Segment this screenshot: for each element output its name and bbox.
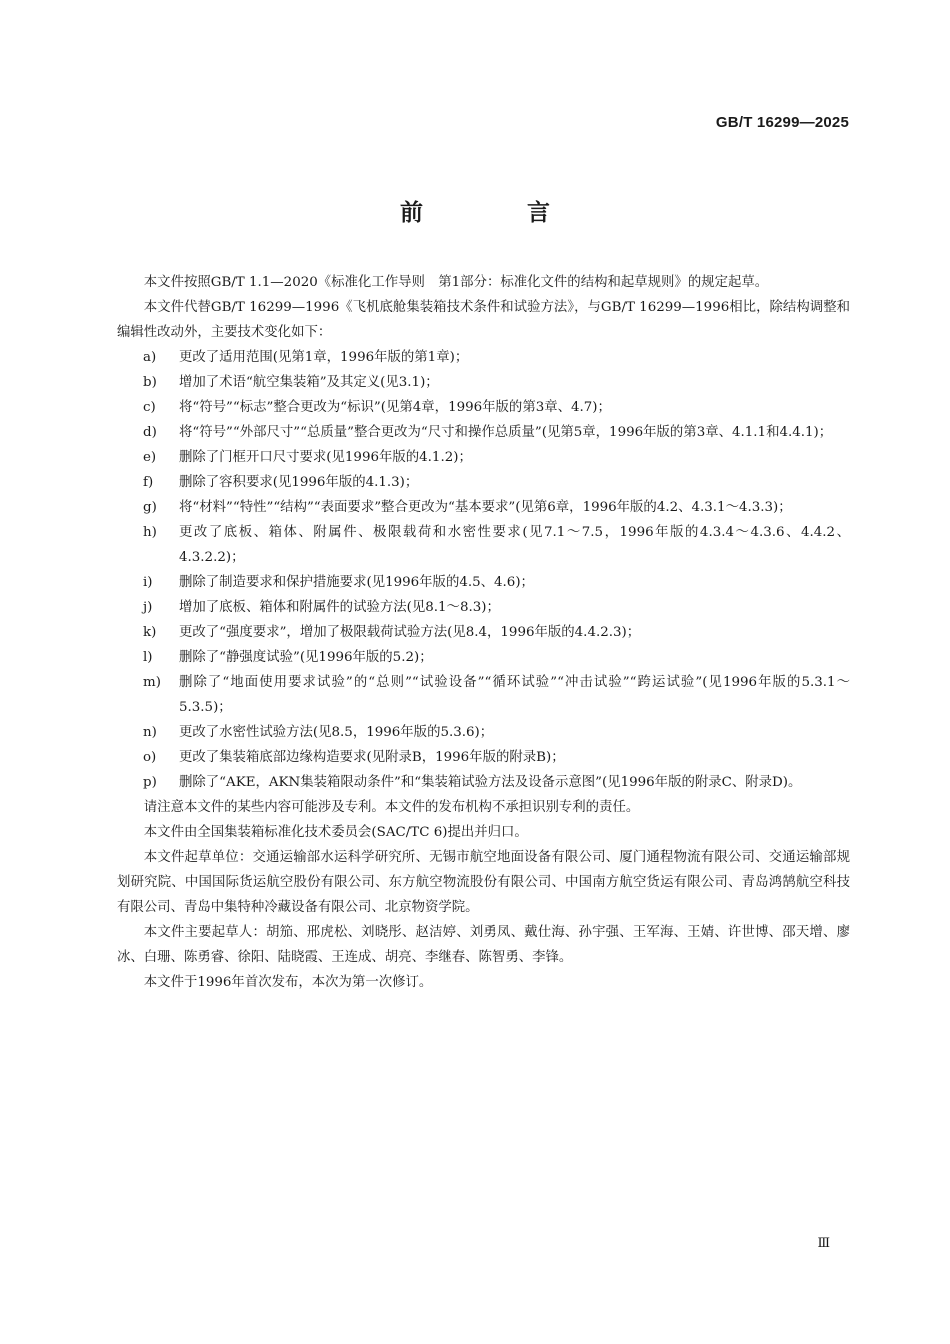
list-marker: h) bbox=[143, 525, 157, 540]
list-item bbox=[143, 745, 850, 770]
list-item-text: 增加了底板、箱体和附属件的试验方法(见8.1～8.3)； bbox=[179, 600, 500, 615]
list-marker: o) bbox=[143, 750, 157, 765]
list-marker: a) bbox=[143, 350, 157, 365]
list-marker: j) bbox=[143, 600, 153, 615]
drafters-paragraph: 本文件主要起草人：胡笳、邢虎松、刘晓彤、赵洁婷、刘勇凤、戴仕海、孙宇强、王军海、王婧、许世博、邵天增、廖冰、白珊、陈勇睿、徐阳、陆晓霞、王连成、胡亮、李继春、陈智勇、李锋。 bbox=[117, 925, 850, 965]
list-item-text: 删除了门框开口尺寸要求(见1996年版的4.1.2)； bbox=[179, 450, 472, 465]
list-marker: l) bbox=[143, 650, 153, 665]
list-item bbox=[143, 420, 850, 445]
list-marker: p) bbox=[143, 775, 157, 790]
list-item bbox=[143, 670, 850, 720]
intro-paragraph: 本文件按照GB/T 1.1—2020《标准化工作导则 第1部分：标准化文件的结构和起草规则》的规定起草。 bbox=[143, 275, 769, 290]
list-item-text: 将“符号”“外部尺寸”“总质量”整合更改为“尺寸和操作总质量”(见第5章，1996年版的第3章、4.1.1和4.4.1)； bbox=[179, 425, 833, 440]
list-item bbox=[143, 570, 850, 595]
list-item bbox=[143, 520, 850, 570]
list-item-text: 更改了底板、箱体、附属件、极限载荷和水密性要求(见7.1～7.5，1996年版的4.3.4～4.3.6、4.4.2、4.3.2.2)； bbox=[179, 525, 850, 565]
list-item-text: 删除了“静强度试验”(见1996年版的5.2)； bbox=[179, 650, 433, 665]
list-marker: m) bbox=[143, 675, 161, 690]
page-number: Ⅲ bbox=[817, 1236, 830, 1251]
patent-notice-paragraph: 请注意本文件的某些内容可能涉及专利。本文件的发布机构不承担识别专利的责任。 bbox=[143, 800, 640, 815]
list-marker: i) bbox=[143, 575, 153, 590]
drafting-units-paragraph: 本文件起草单位：交通运输部水运科学研究所、无锡市航空地面设备有限公司、厦门通程物流有限公司、交通运输部规划研究院、中国国际货运航空股份有限公司、东方航空物流股份有限公司、中国南方航空货运有限公司、青岛鸿鹄航空科技有限公司、青岛中集特种冷藏设备有限公司、北京物资学院。 bbox=[117, 850, 850, 915]
list-item-text: 删除了制造要求和保护措施要求(见1996年版的4.5、4.6)； bbox=[179, 575, 534, 590]
list-marker: n) bbox=[143, 725, 157, 740]
document-body bbox=[117, 270, 850, 995]
list-item-text: 更改了适用范围(见第1章，1996年版的第1章)； bbox=[179, 350, 469, 365]
list-item-text: 删除了“地面使用要求试验”的“总则”“试验设备”“循环试验”“冲击试验”“跨运试验”(见1996年版的5.3.1～5.3.5)； bbox=[179, 675, 850, 715]
history-paragraph: 本文件于1996年首次发布，本次为第一次修订。 bbox=[143, 975, 433, 990]
proposer-paragraph: 本文件由全国集装箱标准化技术委员会(SAC/TC 6)提出并归口。 bbox=[143, 825, 528, 840]
list-item bbox=[143, 620, 850, 645]
list-item-text: 更改了集装箱底部边缘构造要求(见附录B，1996年版的附录B)； bbox=[179, 750, 565, 765]
standard-number: GB/T 16299—2025 bbox=[715, 114, 849, 131]
list-marker: e) bbox=[143, 450, 157, 465]
list-item-text: 增加了术语“航空集装箱”及其定义(见3.1)； bbox=[179, 375, 439, 390]
list-item-text: 更改了“强度要求”，增加了极限载荷试验方法(见8.4，1996年版的4.4.2.3)； bbox=[179, 625, 641, 640]
list-marker: b) bbox=[143, 375, 157, 390]
list-marker: d) bbox=[143, 425, 157, 440]
list-item-text: 删除了容积要求(见1996年版的4.1.3)； bbox=[179, 475, 419, 490]
page-title: 前 言 bbox=[399, 200, 598, 226]
list-marker: c) bbox=[143, 400, 156, 415]
changes-list bbox=[117, 345, 850, 795]
list-item bbox=[143, 495, 850, 520]
list-item bbox=[143, 770, 850, 795]
list-item bbox=[143, 720, 850, 745]
list-item-text: 删除了“AKE，AKN集装箱限动条件”和“集装箱试验方法及设备示意图”(见1996年版的附录C、附录D)。 bbox=[179, 775, 802, 790]
intro-paragraph: 本文件代替GB/T 16299—1996《飞机底舱集装箱技术条件和试验方法》，与GB/T 16299—1996相比，除结构调整和编辑性改动外，主要技术变化如下： bbox=[117, 300, 850, 340]
list-item bbox=[143, 595, 850, 620]
list-item bbox=[143, 445, 850, 470]
list-marker: f) bbox=[143, 475, 154, 490]
list-item bbox=[143, 645, 850, 670]
list-marker: g) bbox=[143, 500, 157, 515]
list-item-text: 将“材料”“特性”“结构”“表面要求”整合更改为“基本要求”(见第6章，1996年版的4.2、4.3.1～4.3.3)； bbox=[179, 500, 792, 515]
list-item bbox=[143, 470, 850, 495]
list-item bbox=[143, 345, 850, 370]
list-item bbox=[143, 370, 850, 395]
list-item-text: 更改了水密性试验方法(见8.5，1996年版的5.3.6)； bbox=[179, 725, 494, 740]
list-item-text: 将“符号”“标志”整合更改为“标识”(见第4章，1996年版的第3章、4.7)； bbox=[179, 400, 611, 415]
list-marker: k) bbox=[143, 625, 157, 640]
list-item bbox=[143, 395, 850, 420]
